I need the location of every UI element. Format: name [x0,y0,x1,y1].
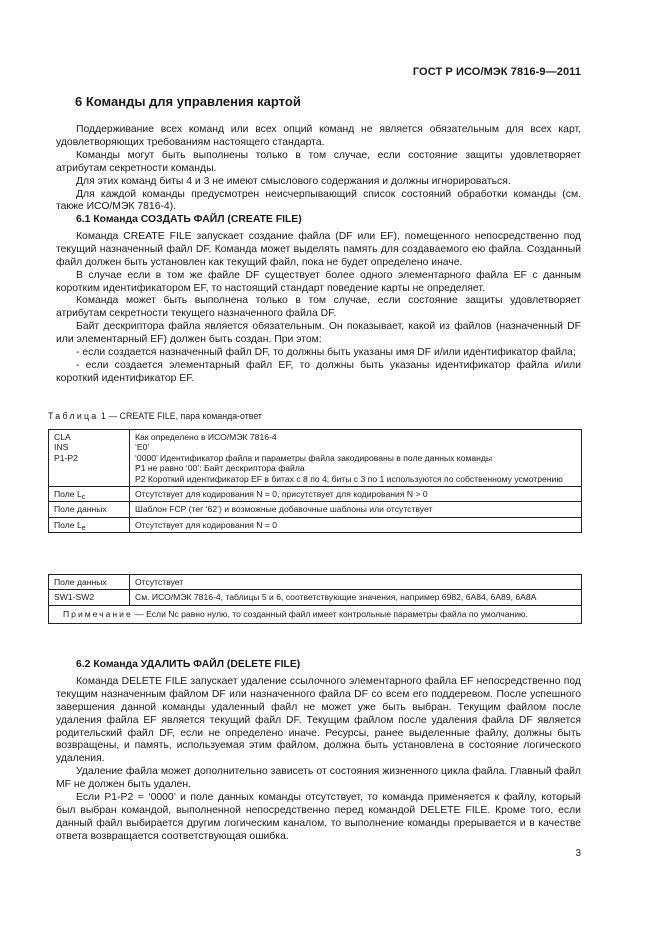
cell-line: Как определено в ИСО/МЭК 7816-4 [135,432,277,442]
paragraph: Если P1-P2 = ‘0000’ и поле данных команды отсутствует, то команда применяется к файлу, который был выбран командой, выполненной непосредственно перед командой DELETE FILE. Кроме того, если данный файл выбирается другим логическим каналом, то выполнение команды прерывается и в качестве ответа возвращается соответствующая ошибка. [56,792,581,842]
table-row [49,575,582,590]
table-cell [49,430,130,487]
page-header: ГОСТ Р ИСО/МЭК 7816-9—2011 [412,66,581,78]
table-caption [48,411,262,421]
cell-line: CLA [54,432,71,442]
paragraph: Для каждой команды предусмотрен неисчерпывающий список состояний обработки команды (см. также ИСО/МЭК 7816-4). [56,188,581,213]
command-table [48,429,582,533]
paragraph: В случае если в том же файле DF существует более одного элементарного файла EF с данным коротким идентификатором EF, то настоящий стандарт поведение карты не определяет. [56,269,581,294]
cell-line: P2 Короткий идентификатор EF в битах с 8 по 4; биты с 3 по 1 используются по собственному усмотрению [135,473,563,484]
section-intro [56,124,581,214]
table-row [49,517,582,532]
page-number: 3 [575,848,581,859]
cell-line: INS [54,442,69,453]
table-cell: Отсутствует для кодирования N = 0 [130,517,582,532]
table-cell: Отсутствует [130,575,582,590]
caption-text: 1 — CREATE FILE, пара команда-ответ [98,411,262,421]
cell-line: P1 не равно ‘00’: Байт дескриптора файла [135,463,305,474]
paragraph: Удаление файла может дополнительно зависеть от состояния жизненного цикла файла. Главный файл MF не должен быть удален. [56,766,581,791]
paragraph: Команды могут быть выполнены только в том случае, если состояние защиты удовлетворяет атрибутам секретности команды. [56,149,581,174]
table-note [49,605,582,623]
table-cell: См. ИСО/МЭК 7816-4, таблицы 5 и 6, соответствующие значения, например 6982, 6A84, 6A89, 6A8A [130,590,582,605]
table-cell: Поле $L_e$ [49,517,130,532]
table-cell: Шаблон FCP (тег ‘62’) и возможные добавочные шаблоны или отсутствует [130,502,582,517]
paragraph: Команда CREATE FILE запускает создание файла (DF или EF), помещенного непосредственно под текущий назначенный файл DF. Команда может выделять память для создаваемого ею файла. Созданный файл должен быть установлен как текущий файл, пока не будет определено иначе. [56,230,581,268]
cell-line: ‘0000’ Идентификатор файла и параметры файла закодированы в поле данных команды [135,452,493,463]
paragraph: Поддерживание всех команд или всех опций команд не является обязательным для всех карт, удовлетворяющих требованиям настоящего стандарта. [56,124,581,148]
list-item: - если создается элементарный файл EF, то должны быть указаны идентификатор файла и/или короткий идентификатор EF. [56,359,581,384]
paragraph: Для этих команд биты 4 и 3 не имеют смыслового содержания и должны игнорироваться. [76,175,511,187]
paragraph: Команда может быть выполнена только в том случае, если состояние защиты удовлетворяет атрибутам секретности текущего назначенного файла DF. [56,295,581,320]
subsection-title: 6.2 Команда УДАЛИТЬ ФАЙЛ (DELETE FILE) [76,659,301,670]
table-row [49,605,582,623]
table-row [49,430,582,487]
subsection-delete-file [56,659,581,844]
table-cell: Отсутствует для кодирования N = 0, присутствует для кодирования N > 0 [130,487,582,502]
table-row [49,502,582,517]
table-cell: SW1-SW2 [49,590,130,605]
table-cell: Поле данных [49,502,130,517]
note-prefix: Примечание [63,608,133,619]
response-table [48,574,582,624]
table-cell: Поле данных [49,575,130,590]
subsection-title: 6.1 Команда СОЗДАТЬ ФАЙЛ (CREATE FILE) [76,214,302,225]
table-cell: Поле $L_c$ [49,487,130,502]
cell-line: P1-P2 [54,452,78,463]
paragraph: Команда DELETE FILE запускает удаление ссылочного элементарного файла EF непосредственно под текущим назначенным файлом DF или назначенного файла DF со всем его поддеревом. После успешного завершения данной команды удаленный файл не может уже быть выбран. Текущим файлом после удаления файла EF является текущий файл DF. Текущим файлом после удаления файла DF является родительский файл DF, если не определено иначе. Ресурсы, ранее выделенные файлу, должны быть возвращены, и память, используемая этим файлом, должна быть установлена в состояние логического удаления. [56,675,581,765]
cell-line: ‘E0’ [135,442,150,453]
caption-prefix: Таблица [48,411,99,421]
table-row [49,487,582,502]
note-text: — Если Nc равно нулю, то созданный файл имеет контрольные параметры файла по умолчанию. [132,608,528,619]
subsection-create-file [56,214,581,386]
table-row [49,590,582,605]
list-item: - если создается назначенный файл DF, то должны быть указаны имя DF и/или идентификатор файла; [76,347,576,359]
section-title: 6 Команды для управления картой [75,94,301,109]
table-cell [130,430,582,487]
paragraph: Байт дескриптора файла является обязательным. Он показывает, какой из файлов (назначенный DF или элементарный EF) должен быть создан. При этом: [56,321,581,346]
